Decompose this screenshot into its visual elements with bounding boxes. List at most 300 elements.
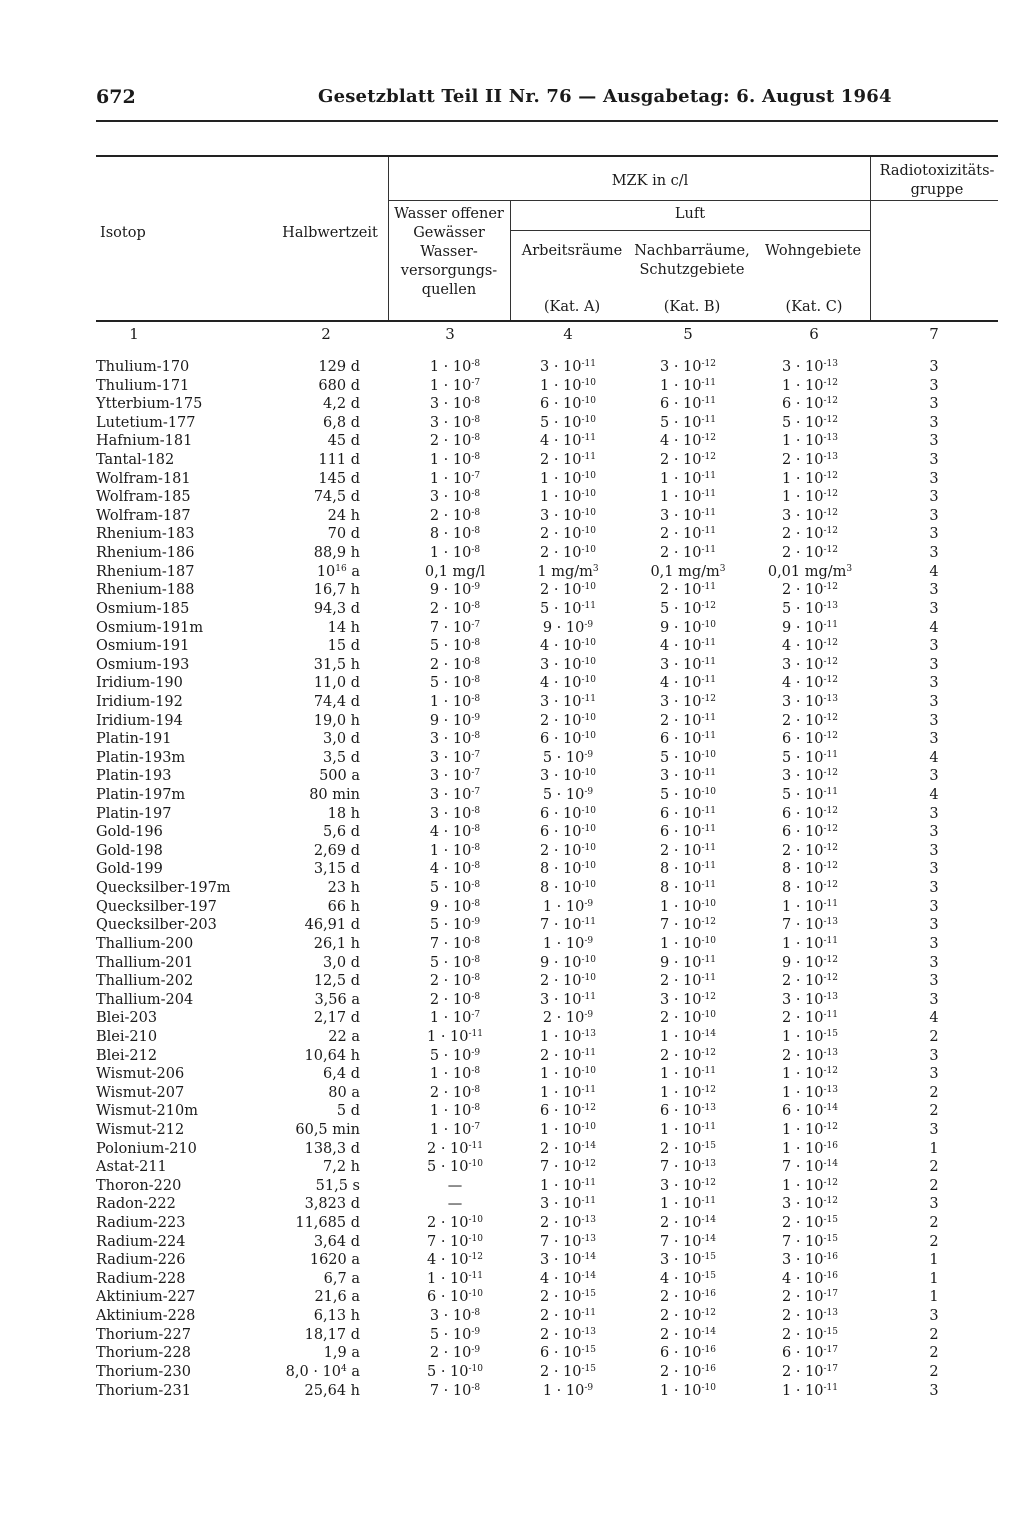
column-number: 7 bbox=[929, 325, 939, 343]
kat-a-cell: $5 \cdot 10^{-9}$ bbox=[542, 749, 594, 766]
table-row bbox=[0, 860, 1024, 879]
kat-c-cell: $3 \cdot 10^{-13}$ bbox=[781, 359, 838, 375]
table-row bbox=[0, 470, 1024, 489]
kat-c-cell: $2 \cdot 10^{-13}$ bbox=[781, 452, 838, 469]
kat-b-cell: $1 \cdot 10^{-12}$ bbox=[659, 1084, 716, 1101]
isotop-cell: Radium-223 bbox=[96, 1215, 186, 1232]
wasser-cell: $4 \cdot 10^{-8}$ bbox=[429, 824, 481, 841]
isotop-cell: Thulium-170 bbox=[96, 359, 190, 375]
halbwertzeit-cell: 2,69 d bbox=[313, 842, 360, 859]
wasser-cell: $1 \cdot 10^{-8}$ bbox=[429, 1103, 481, 1120]
kat-b-cell: $3 \cdot 10^{-15}$ bbox=[659, 1252, 716, 1269]
gruppe-cell: 3 bbox=[929, 433, 939, 450]
kat-a-cell: $1 \cdot 10^{-13}$ bbox=[539, 1028, 596, 1045]
table-row bbox=[0, 432, 1024, 451]
wasser-cell: $1 \cdot 10^{-8}$ bbox=[429, 1066, 481, 1083]
header-luft: Luft bbox=[674, 206, 706, 222]
table-row bbox=[0, 749, 1024, 768]
isotop-cell: Polonium-210 bbox=[96, 1140, 197, 1157]
isotop-cell: Thorium-227 bbox=[96, 1326, 191, 1343]
wasser-cell: $1 \cdot 10^{-7}$ bbox=[429, 470, 481, 487]
kat-c-cell: $3 \cdot 10^{-12}$ bbox=[781, 507, 838, 524]
isotop-cell: Osmium-185 bbox=[96, 600, 190, 617]
table-row bbox=[0, 1363, 1024, 1382]
table-row bbox=[0, 1177, 1024, 1196]
kat-a-cell: $3 \cdot 10^{-10}$ bbox=[539, 507, 596, 524]
halbwertzeit-cell: 500 a bbox=[319, 768, 360, 785]
table-row bbox=[0, 581, 1024, 600]
kat-b-cell: $2 \cdot 10^{-16}$ bbox=[659, 1363, 716, 1380]
isotop-cell: Platin-197 bbox=[96, 805, 172, 822]
wasser-cell: 0,1 mg/l bbox=[424, 563, 486, 580]
gruppe-cell: 3 bbox=[929, 768, 939, 785]
table-row bbox=[0, 525, 1024, 544]
halbwertzeit-cell: 1,9 a bbox=[323, 1345, 360, 1362]
kat-a-cell: $2 \cdot 10^{-15}$ bbox=[539, 1363, 596, 1380]
wasser-cell: $5 \cdot 10^{-9}$ bbox=[429, 917, 481, 934]
kat-a-cell: $2 \cdot 10^{-11}$ bbox=[539, 1047, 596, 1064]
kat-a-cell: $2 \cdot 10^{-14}$ bbox=[539, 1140, 596, 1157]
kat-b-cell: $5 \cdot 10^{-11}$ bbox=[659, 414, 716, 431]
wasser-cell: $2 \cdot 10^{-10}$ bbox=[426, 1215, 483, 1232]
kat-b-cell: $4 \cdot 10^{-12}$ bbox=[659, 433, 716, 450]
kat-a-cell: $7 \cdot 10^{-12}$ bbox=[539, 1159, 596, 1176]
isotop-cell: Gold-198 bbox=[96, 842, 163, 859]
kat-a-cell: $2 \cdot 10^{-13}$ bbox=[539, 1215, 596, 1232]
kat-c-cell: $1 \cdot 10^{-12}$ bbox=[781, 1177, 838, 1194]
gruppe-cell: 1 bbox=[929, 1140, 939, 1157]
table-row bbox=[0, 767, 1024, 786]
isotop-cell: Platin-197m bbox=[96, 787, 186, 804]
wasser-cell: $2 \cdot 10^{-8}$ bbox=[429, 600, 481, 617]
column-number: 6 bbox=[809, 325, 819, 343]
halbwertzeit-cell: 6,8 d bbox=[323, 414, 360, 431]
header-isotop: Isotop bbox=[100, 225, 146, 241]
kat-a-cell: $4 \cdot 10^{-14}$ bbox=[539, 1270, 596, 1287]
gruppe-cell: 3 bbox=[929, 545, 939, 562]
kat-c-cell: $3 \cdot 10^{-12}$ bbox=[781, 656, 838, 673]
kat-c-cell: $7 \cdot 10^{-15}$ bbox=[781, 1233, 838, 1250]
halbwertzeit-cell: 111 d bbox=[318, 452, 360, 469]
halbwertzeit-cell: 24 h bbox=[327, 507, 360, 524]
isotop-cell: Iridium-190 bbox=[96, 675, 183, 692]
wasser-cell: $1 \cdot 10^{-8}$ bbox=[429, 693, 481, 710]
table-row bbox=[0, 1028, 1024, 1047]
kat-c-cell: $2 \cdot 10^{-17}$ bbox=[781, 1289, 838, 1306]
kat-a-cell: $1 \cdot 10^{-10}$ bbox=[539, 377, 596, 394]
gruppe-cell: 3 bbox=[929, 452, 939, 469]
header-radiotoxizitaet bbox=[876, 162, 998, 200]
gruppe-cell: 2 bbox=[929, 1177, 939, 1194]
kat-a-cell: $1 \cdot 10^{-9}$ bbox=[542, 1382, 594, 1399]
table-row bbox=[0, 1158, 1024, 1177]
kat-b-cell: $1 \cdot 10^{-10}$ bbox=[659, 898, 716, 915]
wasser-cell: $1 \cdot 10^{-8}$ bbox=[429, 359, 481, 375]
gruppe-cell: 3 bbox=[929, 973, 939, 990]
isotop-cell: Rhenium-183 bbox=[96, 526, 195, 543]
kat-a-cell: $2 \cdot 10^{-10}$ bbox=[539, 526, 596, 543]
isotop-cell: Platin-193 bbox=[96, 768, 172, 785]
kat-b-cell: $2 \cdot 10^{-12}$ bbox=[659, 1308, 716, 1325]
isotop-cell: Osmium-191m bbox=[96, 619, 204, 636]
halbwertzeit-cell: 94,3 d bbox=[313, 600, 360, 617]
kat-c-cell: $2 \cdot 10^{-11}$ bbox=[781, 1010, 838, 1027]
kat-a-cell: $2 \cdot 10^{-10}$ bbox=[539, 973, 596, 990]
kat-a-cell: $2 \cdot 10^{-11}$ bbox=[539, 1308, 596, 1325]
wasser-cell: $2 \cdot 10^{-8}$ bbox=[429, 507, 481, 524]
kat-c-cell: $1 \cdot 10^{-13}$ bbox=[781, 1084, 838, 1101]
halbwertzeit-cell: 1620 a bbox=[309, 1252, 360, 1269]
isotop-cell: Quecksilber-197 bbox=[96, 898, 217, 915]
kat-b-cell: $5 \cdot 10^{-10}$ bbox=[659, 749, 716, 766]
isotop-cell: Rhenium-186 bbox=[96, 545, 195, 562]
wasser-cell: $7 \cdot 10^{-7}$ bbox=[429, 619, 481, 636]
kat-a-cell: $6 \cdot 10^{-10}$ bbox=[539, 824, 596, 841]
isotop-cell: Radon-222 bbox=[96, 1196, 176, 1213]
kat-b-cell: $2 \cdot 10^{-10}$ bbox=[659, 1010, 716, 1027]
isotop-cell: Ytterbium-175 bbox=[96, 396, 203, 413]
isotop-cell: Aktinium-227 bbox=[96, 1289, 196, 1306]
column-number: 2 bbox=[321, 325, 331, 343]
table-row bbox=[0, 1084, 1024, 1103]
table-row bbox=[0, 414, 1024, 433]
halbwertzeit-cell: 3,0 d bbox=[323, 731, 360, 748]
running-head: Gesetzblatt Teil II Nr. 76 — Ausgabetag: 6. August 1964 bbox=[318, 86, 892, 107]
kat-a-cell: $1 \cdot 10^{-10}$ bbox=[539, 1066, 596, 1083]
table-row bbox=[0, 712, 1024, 731]
halbwertzeit-cell: 3,0 d bbox=[323, 954, 360, 971]
wasser-cell: $1 \cdot 10^{-7}$ bbox=[429, 377, 481, 394]
gruppe-cell: 3 bbox=[929, 731, 939, 748]
header-radiotox-line1: Radiotoxizitäts- bbox=[879, 163, 995, 179]
kat-a-cell: $2 \cdot 10^{-10}$ bbox=[539, 545, 596, 562]
kat-b-cell: $2 \cdot 10^{-11}$ bbox=[659, 582, 716, 599]
wasser-cell: $1 \cdot 10^{-7}$ bbox=[429, 1010, 481, 1027]
gruppe-cell: 2 bbox=[929, 1084, 939, 1101]
header-radiotox-line2: gruppe bbox=[910, 182, 964, 198]
gruppe-cell: 2 bbox=[929, 1345, 939, 1362]
kat-a-cell: $1 \cdot 10^{-10}$ bbox=[539, 489, 596, 506]
gruppe-cell: 3 bbox=[929, 1047, 939, 1064]
table-row bbox=[0, 563, 1024, 582]
kat-b-cell: $6 \cdot 10^{-11}$ bbox=[659, 396, 716, 413]
isotop-cell: Rhenium-187 bbox=[96, 563, 195, 580]
kat-b-cell: $7 \cdot 10^{-13}$ bbox=[659, 1159, 716, 1176]
wasser-cell: $6 \cdot 10^{-10}$ bbox=[426, 1289, 483, 1306]
kat-c-cell: $1 \cdot 10^{-12}$ bbox=[781, 377, 838, 394]
kat-c-cell: 0,01 $mg/m^3$ bbox=[767, 563, 853, 580]
halbwertzeit-cell: 680 d bbox=[318, 377, 360, 394]
kat-b-cell: $3 \cdot 10^{-11}$ bbox=[659, 768, 716, 785]
isotop-cell: Wismut-206 bbox=[96, 1066, 185, 1083]
kat-c-cell: $2 \cdot 10^{-15}$ bbox=[781, 1326, 838, 1343]
wasser-cell: $5 \cdot 10^{-8}$ bbox=[429, 638, 481, 655]
wasser-cell: $1 \cdot 10^{-8}$ bbox=[429, 545, 481, 562]
table-row bbox=[0, 954, 1024, 973]
halbwertzeit-cell: 15 d bbox=[327, 638, 360, 655]
header-divider bbox=[870, 157, 871, 320]
isotop-cell: Iridium-192 bbox=[96, 693, 183, 710]
wasser-cell: $3 \cdot 10^{-8}$ bbox=[429, 396, 481, 413]
header-kat-c: (Kat. C) bbox=[785, 299, 843, 315]
halbwertzeit-cell: 66 h bbox=[327, 898, 360, 915]
header-nachbarraeume bbox=[632, 242, 752, 280]
kat-a-cell: $6 \cdot 10^{-15}$ bbox=[539, 1345, 596, 1362]
kat-c-cell: $4 \cdot 10^{-12}$ bbox=[781, 638, 838, 655]
kat-c-cell: $7 \cdot 10^{-14}$ bbox=[781, 1159, 838, 1176]
gruppe-cell: 3 bbox=[929, 824, 939, 841]
column-number: 3 bbox=[445, 325, 455, 343]
wasser-cell: — bbox=[447, 1196, 463, 1213]
table-row bbox=[0, 1270, 1024, 1289]
table-row bbox=[0, 1288, 1024, 1307]
halbwertzeit-cell: 88,9 h bbox=[313, 545, 360, 562]
kat-b-cell: $1 \cdot 10^{-11}$ bbox=[659, 1121, 716, 1138]
kat-c-cell: $6 \cdot 10^{-14}$ bbox=[781, 1103, 838, 1120]
kat-a-cell: $2 \cdot 10^{-10}$ bbox=[539, 842, 596, 859]
halbwertzeit-cell: 4,2 d bbox=[323, 396, 360, 413]
kat-b-cell: $2 \cdot 10^{-11}$ bbox=[659, 526, 716, 543]
isotop-cell: Thorium-230 bbox=[96, 1363, 191, 1380]
table-row bbox=[0, 1326, 1024, 1345]
wasser-cell: $3 \cdot 10^{-7}$ bbox=[429, 787, 481, 804]
halbwertzeit-cell: 6,13 h bbox=[313, 1308, 360, 1325]
kat-a-cell: $1 \cdot 10^{-10}$ bbox=[539, 470, 596, 487]
wasser-cell: $1 \cdot 10^{-8}$ bbox=[429, 842, 481, 859]
kat-c-cell: $2 \cdot 10^{-13}$ bbox=[781, 1308, 838, 1325]
kat-c-cell: $1 \cdot 10^{-12}$ bbox=[781, 470, 838, 487]
kat-a-cell: $9 \cdot 10^{-10}$ bbox=[539, 954, 596, 971]
gruppe-cell: 3 bbox=[929, 414, 939, 431]
gruppe-cell: 3 bbox=[929, 1382, 939, 1399]
kat-b-cell: $5 \cdot 10^{-10}$ bbox=[659, 787, 716, 804]
kat-c-cell: $7 \cdot 10^{-13}$ bbox=[781, 917, 838, 934]
header-divider bbox=[510, 200, 511, 320]
kat-c-cell: $6 \cdot 10^{-12}$ bbox=[781, 805, 838, 822]
kat-c-cell: $2 \cdot 10^{-12}$ bbox=[781, 582, 838, 599]
table-row bbox=[0, 395, 1024, 414]
table-row bbox=[0, 1251, 1024, 1270]
kat-c-cell: $5 \cdot 10^{-11}$ bbox=[781, 749, 838, 766]
halbwertzeit-cell: 26,1 h bbox=[313, 935, 360, 952]
isotop-cell: Wismut-207 bbox=[96, 1084, 185, 1101]
wasser-cell: $7 \cdot 10^{-8}$ bbox=[429, 935, 481, 952]
halbwertzeit-cell: 3,823 d bbox=[304, 1196, 360, 1213]
header-kat-a: (Kat. A) bbox=[543, 299, 601, 315]
kat-b-cell: $6 \cdot 10^{-16}$ bbox=[659, 1345, 716, 1362]
isotop-cell: Astat-211 bbox=[96, 1159, 167, 1176]
isotop-cell: Hafnium-181 bbox=[96, 433, 193, 450]
halbwertzeit-cell: 74,5 d bbox=[313, 489, 360, 506]
top-rule bbox=[96, 120, 998, 122]
isotop-cell: Gold-199 bbox=[96, 861, 163, 878]
table-row bbox=[0, 805, 1024, 824]
gruppe-cell: 3 bbox=[929, 954, 939, 971]
kat-a-cell: $2 \cdot 10^{-9}$ bbox=[542, 1010, 594, 1027]
kat-b-cell: $1 \cdot 10^{-11}$ bbox=[659, 1066, 716, 1083]
kat-b-cell: $3 \cdot 10^{-12}$ bbox=[659, 991, 716, 1008]
table-row bbox=[0, 935, 1024, 954]
kat-b-cell: 0,1 $mg/m^3$ bbox=[650, 563, 726, 580]
kat-a-cell: $2 \cdot 10^{-11}$ bbox=[539, 452, 596, 469]
table-row bbox=[0, 507, 1024, 526]
table-row bbox=[0, 488, 1024, 507]
kat-a-cell: $8 \cdot 10^{-10}$ bbox=[539, 880, 596, 897]
kat-b-cell: $3 \cdot 10^{-12}$ bbox=[659, 359, 716, 375]
halbwertzeit-cell: 74,4 d bbox=[313, 693, 360, 710]
table-row bbox=[0, 656, 1024, 675]
kat-a-cell: $1 \cdot 10^{-11}$ bbox=[539, 1177, 596, 1194]
kat-a-cell: $6 \cdot 10^{-10}$ bbox=[539, 805, 596, 822]
kat-b-cell: $6 \cdot 10^{-11}$ bbox=[659, 731, 716, 748]
gruppe-cell: 3 bbox=[929, 880, 939, 897]
isotop-cell: Thallium-201 bbox=[96, 954, 194, 971]
halbwertzeit-cell: 23 h bbox=[327, 880, 360, 897]
kat-a-cell: 1 $mg/m^3$ bbox=[537, 563, 599, 580]
wasser-cell: $2 \cdot 10^{-8}$ bbox=[429, 991, 481, 1008]
kat-a-cell: $3 \cdot 10^{-10}$ bbox=[539, 768, 596, 785]
page-number: 672 bbox=[96, 86, 136, 108]
table-row bbox=[0, 916, 1024, 935]
gruppe-cell: 3 bbox=[929, 1066, 939, 1083]
kat-c-cell: $2 \cdot 10^{-12}$ bbox=[781, 842, 838, 859]
wasser-cell: $4 \cdot 10^{-12}$ bbox=[426, 1252, 483, 1269]
gruppe-cell: 3 bbox=[929, 656, 939, 673]
wasser-cell: $1 \cdot 10^{-11}$ bbox=[426, 1028, 483, 1045]
wasser-cell: $3 \cdot 10^{-8}$ bbox=[429, 805, 481, 822]
kat-b-cell: $2 \cdot 10^{-12}$ bbox=[659, 452, 716, 469]
kat-b-cell: $1 \cdot 10^{-11}$ bbox=[659, 489, 716, 506]
gruppe-cell: 4 bbox=[929, 619, 939, 636]
kat-c-cell: $2 \cdot 10^{-12}$ bbox=[781, 526, 838, 543]
isotop-cell: Iridium-194 bbox=[96, 712, 183, 729]
table-row bbox=[0, 544, 1024, 563]
header-wohngebiete: Wohngebiete bbox=[764, 243, 862, 259]
gruppe-cell: 4 bbox=[929, 1010, 939, 1027]
halbwertzeit-cell: $10^{16}$ a bbox=[316, 563, 360, 580]
kat-a-cell: $3 \cdot 10^{-10}$ bbox=[539, 656, 596, 673]
table-row bbox=[0, 1047, 1024, 1066]
kat-a-cell: $7 \cdot 10^{-11}$ bbox=[539, 917, 596, 934]
kat-c-cell: $6 \cdot 10^{-12}$ bbox=[781, 731, 838, 748]
isotop-cell: Thallium-202 bbox=[96, 973, 194, 990]
kat-c-cell: $3 \cdot 10^{-13}$ bbox=[781, 991, 838, 1008]
table-row bbox=[0, 1009, 1024, 1028]
table-row bbox=[0, 1195, 1024, 1214]
kat-a-cell: $1 \cdot 10^{-9}$ bbox=[542, 935, 594, 952]
kat-b-cell: $8 \cdot 10^{-11}$ bbox=[659, 861, 716, 878]
table-row bbox=[0, 972, 1024, 991]
wasser-cell: $5 \cdot 10^{-8}$ bbox=[429, 880, 481, 897]
table-row bbox=[0, 451, 1024, 470]
gruppe-cell: 3 bbox=[929, 1196, 939, 1213]
kat-a-cell: $6 \cdot 10^{-10}$ bbox=[539, 731, 596, 748]
wasser-cell: $8 \cdot 10^{-8}$ bbox=[429, 526, 481, 543]
kat-b-cell: $2 \cdot 10^{-12}$ bbox=[659, 1047, 716, 1064]
halbwertzeit-cell: 5,6 d bbox=[323, 824, 360, 841]
header-wasser-line1: Wasser offener bbox=[394, 206, 504, 222]
wasser-cell: $9 \cdot 10^{-8}$ bbox=[429, 898, 481, 915]
kat-b-cell: $2 \cdot 10^{-11}$ bbox=[659, 545, 716, 562]
gruppe-cell: 4 bbox=[929, 787, 939, 804]
kat-c-cell: $3 \cdot 10^{-13}$ bbox=[781, 693, 838, 710]
isotop-cell: Osmium-193 bbox=[96, 656, 190, 673]
kat-b-cell: $4 \cdot 10^{-11}$ bbox=[659, 675, 716, 692]
halbwertzeit-cell: 19,0 h bbox=[313, 712, 360, 729]
column-number: 1 bbox=[129, 325, 139, 343]
header-wasser-line2: Gewässer bbox=[413, 225, 485, 241]
isotop-cell: Radium-224 bbox=[96, 1233, 186, 1250]
kat-c-cell: $9 \cdot 10^{-11}$ bbox=[781, 619, 838, 636]
isotop-cell: Radium-226 bbox=[96, 1252, 186, 1269]
kat-c-cell: $6 \cdot 10^{-17}$ bbox=[781, 1345, 838, 1362]
halbwertzeit-cell: 12,5 d bbox=[313, 973, 360, 990]
gruppe-cell: 3 bbox=[929, 1308, 939, 1325]
kat-a-cell: $4 \cdot 10^{-10}$ bbox=[539, 675, 596, 692]
gruppe-cell: 3 bbox=[929, 377, 939, 394]
isotop-cell: Radium-228 bbox=[96, 1270, 186, 1287]
halbwertzeit-cell: 11,0 d bbox=[313, 675, 360, 692]
kat-b-cell: $2 \cdot 10^{-15}$ bbox=[659, 1140, 716, 1157]
gruppe-cell: 3 bbox=[929, 526, 939, 543]
kat-c-cell: $1 \cdot 10^{-15}$ bbox=[781, 1028, 838, 1045]
kat-c-cell: $4 \cdot 10^{-12}$ bbox=[781, 675, 838, 692]
table-row bbox=[0, 358, 1024, 377]
kat-c-cell: $1 \cdot 10^{-12}$ bbox=[781, 1121, 838, 1138]
wasser-cell: $3 \cdot 10^{-8}$ bbox=[429, 414, 481, 431]
luft-underline bbox=[510, 230, 870, 231]
halbwertzeit-cell: 25,64 h bbox=[304, 1382, 360, 1399]
table-row bbox=[0, 879, 1024, 898]
wasser-cell: $3 \cdot 10^{-7}$ bbox=[429, 749, 481, 766]
header-wasser-line3: Wasser- bbox=[420, 244, 478, 260]
header-nachbarraeume-line2: Schutzgebiete bbox=[639, 262, 745, 278]
kat-b-cell: $2 \cdot 10^{-14}$ bbox=[659, 1215, 716, 1232]
kat-b-cell: $2 \cdot 10^{-16}$ bbox=[659, 1289, 716, 1306]
table-row bbox=[0, 823, 1024, 842]
gruppe-cell: 3 bbox=[929, 359, 939, 375]
wasser-cell: $5 \cdot 10^{-8}$ bbox=[429, 675, 481, 692]
kat-c-cell: $1 \cdot 10^{-12}$ bbox=[781, 1066, 838, 1083]
wasser-cell: $3 \cdot 10^{-8}$ bbox=[429, 1308, 481, 1325]
wasser-cell: $3 \cdot 10^{-8}$ bbox=[429, 489, 481, 506]
header-wasser bbox=[388, 205, 510, 300]
kat-c-cell: $1 \cdot 10^{-12}$ bbox=[781, 489, 838, 506]
kat-b-cell: $3 \cdot 10^{-12}$ bbox=[659, 693, 716, 710]
halbwertzeit-cell: 31,5 h bbox=[313, 656, 360, 673]
halbwertzeit-cell: 11,685 d bbox=[295, 1215, 360, 1232]
isotop-cell: Wolfram-185 bbox=[96, 489, 191, 506]
halbwertzeit-cell: 80 a bbox=[328, 1084, 360, 1101]
header-nachbarraeume-line1: Nachbarräume, bbox=[634, 243, 750, 259]
wasser-cell: $1 \cdot 10^{-8}$ bbox=[429, 452, 481, 469]
halbwertzeit-cell: 5 d bbox=[336, 1103, 360, 1120]
kat-c-cell: $1 \cdot 10^{-16}$ bbox=[781, 1140, 838, 1157]
halbwertzeit-cell: 7,2 h bbox=[322, 1159, 360, 1176]
kat-a-cell: $5 \cdot 10^{-11}$ bbox=[539, 600, 596, 617]
halbwertzeit-cell: 3,5 d bbox=[323, 749, 360, 766]
wasser-cell: $5 \cdot 10^{-9}$ bbox=[429, 1326, 481, 1343]
table-row bbox=[0, 377, 1024, 396]
halbwertzeit-cell: 18,17 d bbox=[304, 1326, 360, 1343]
isotop-cell: Wolfram-181 bbox=[96, 470, 191, 487]
wasser-cell: $1 \cdot 10^{-11}$ bbox=[426, 1270, 483, 1287]
kat-c-cell: $1 \cdot 10^{-13}$ bbox=[781, 433, 838, 450]
kat-b-cell: $1 \cdot 10^{-14}$ bbox=[659, 1028, 716, 1045]
kat-a-cell: $5 \cdot 10^{-10}$ bbox=[539, 414, 596, 431]
isotop-cell: Blei-203 bbox=[96, 1010, 158, 1027]
gruppe-cell: 4 bbox=[929, 749, 939, 766]
